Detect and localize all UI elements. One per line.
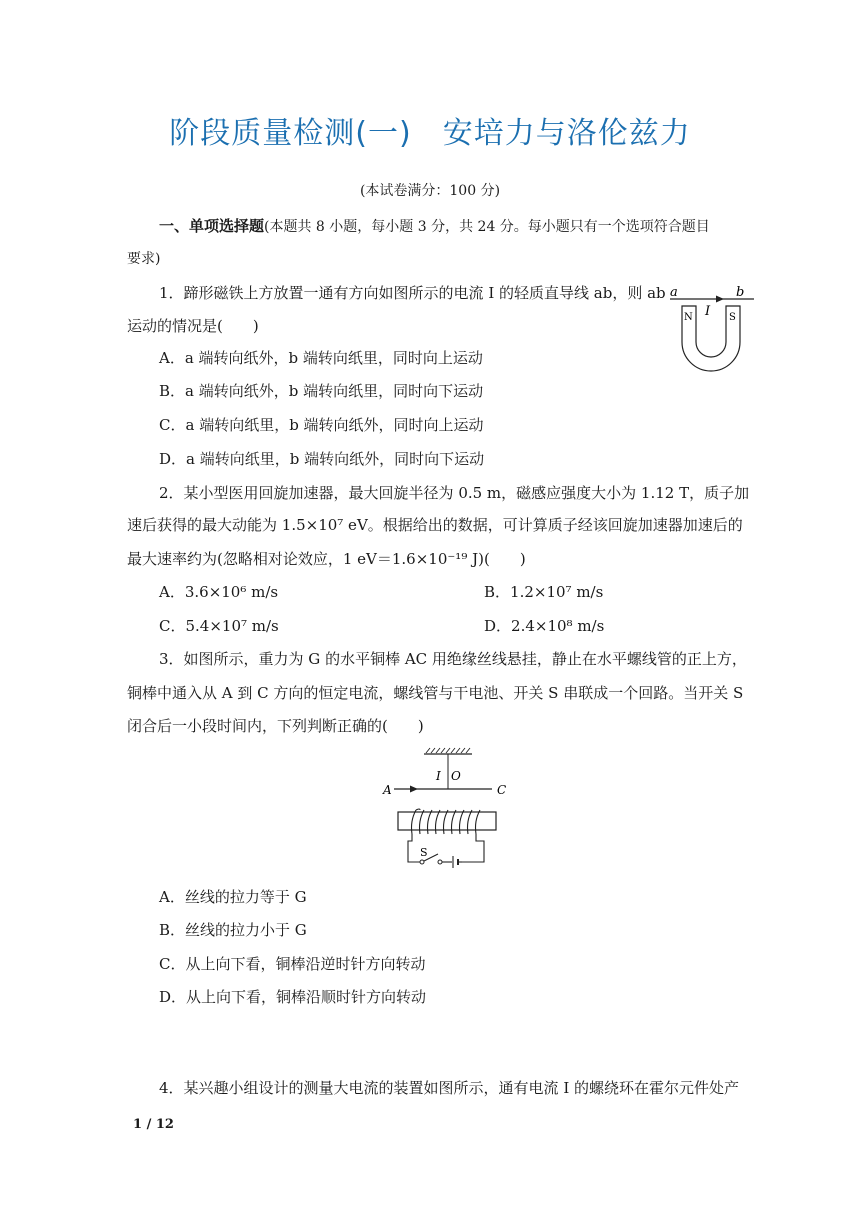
q1-label-south: S — [729, 312, 736, 323]
q1-option-a: A．a 端转向纸外，b 端转向纸里，同时向上运动 — [159, 349, 483, 367]
q1-stem-cont: 运动的情况是( ) — [127, 317, 259, 335]
q2-option-a: A．3.6×10⁶ m/s — [159, 583, 279, 601]
q3-option-c: C．从上向下看，铜棒沿逆时针方向转动 — [159, 955, 426, 973]
q1-stem: 1．蹄形磁铁上方放置一通有方向如图所示的电流 I 的轻质直导线 ab，则 ab — [159, 284, 666, 302]
q3-stem-cont-1: 铜棒中通入从 A 到 C 方向的恒定电流，螺线管与干电池、开关 S 串联成一个回路。当开关 S — [127, 684, 744, 702]
section-description-cont: 要求) — [127, 251, 161, 267]
q2-option-c: C．5.4×10⁷ m/s — [159, 617, 279, 635]
q1-label-north: N — [684, 312, 693, 323]
q2-option-d: D．2.4×10⁸ m/s — [484, 617, 605, 635]
q1-magnet-figure — [664, 282, 760, 376]
q3-stem-cont-2: 闭合后一小段时间内，下列判断正确的( ) — [127, 717, 424, 735]
q2-stem-cont-2: 最大速率约为(忽略相对论效应，1 eV＝1.6×10⁻¹⁹ J)( ) — [127, 550, 526, 568]
q1-option-b: B．a 端转向纸外，b 端转向纸里，同时向下运动 — [159, 382, 484, 400]
q3-solenoid-figure — [380, 744, 516, 874]
q2-stem: 2．某小型医用回旋加速器，最大回旋半径为 0.5 m，磁感应强度大小为 1.12 T，质子加 — [159, 484, 750, 502]
q4-stem: 4．某兴趣小组设计的测量大电流的装置如图所示，通有电流 I 的螺绕环在霍尔元件处产 — [159, 1079, 740, 1097]
section-description: (本题共 8 小题，每小题 3 分，共 24 分。每小题只有一个选项符合题目 — [264, 219, 710, 235]
q1-label-b: b — [736, 285, 745, 300]
q3-option-a: A．丝线的拉力等于 G — [159, 888, 307, 906]
q3-stem: 3．如图所示，重力为 G 的水平铜棒 AC 用绝缘丝线悬挂，静止在水平螺线管的正上方， — [159, 650, 747, 668]
q3-option-d: D．从上向下看，铜棒沿顺时针方向转动 — [159, 988, 427, 1006]
q3-label-current: I — [436, 769, 441, 783]
q1-label-current: I — [705, 304, 711, 319]
q3-label-a: A — [383, 783, 392, 797]
page-number: 1 / 12 — [133, 1117, 174, 1132]
solenoid-core — [398, 812, 496, 830]
q1-label-a: a — [670, 285, 678, 300]
q1-option-d: D．a 端转向纸里，b 端转向纸外，同时向下运动 — [159, 450, 485, 468]
q1-option-c: C．a 端转向纸里，b 端转向纸外，同时向上运动 — [159, 416, 484, 434]
q3-label-switch: S — [420, 846, 428, 859]
page-subtitle: (本试卷满分：100 分) — [359, 183, 501, 199]
page-title: 阶段质量检测(一) 安培力与洛伦兹力 — [169, 116, 691, 151]
q3-label-c: C — [497, 783, 507, 797]
section-heading-line — [159, 216, 710, 237]
q2-stem-cont-1: 速后获得的最大动能为 1.5×10⁷ eV。根据给出的数据，可计算质子经该回旋加速器加速后的 — [127, 516, 743, 534]
section-heading: 一、单项选择题 — [159, 217, 265, 235]
q3-option-b: B．丝线的拉力小于 G — [159, 921, 307, 939]
q3-label-o: O — [451, 769, 461, 783]
q2-option-b: B．1.2×10⁷ m/s — [484, 583, 604, 601]
